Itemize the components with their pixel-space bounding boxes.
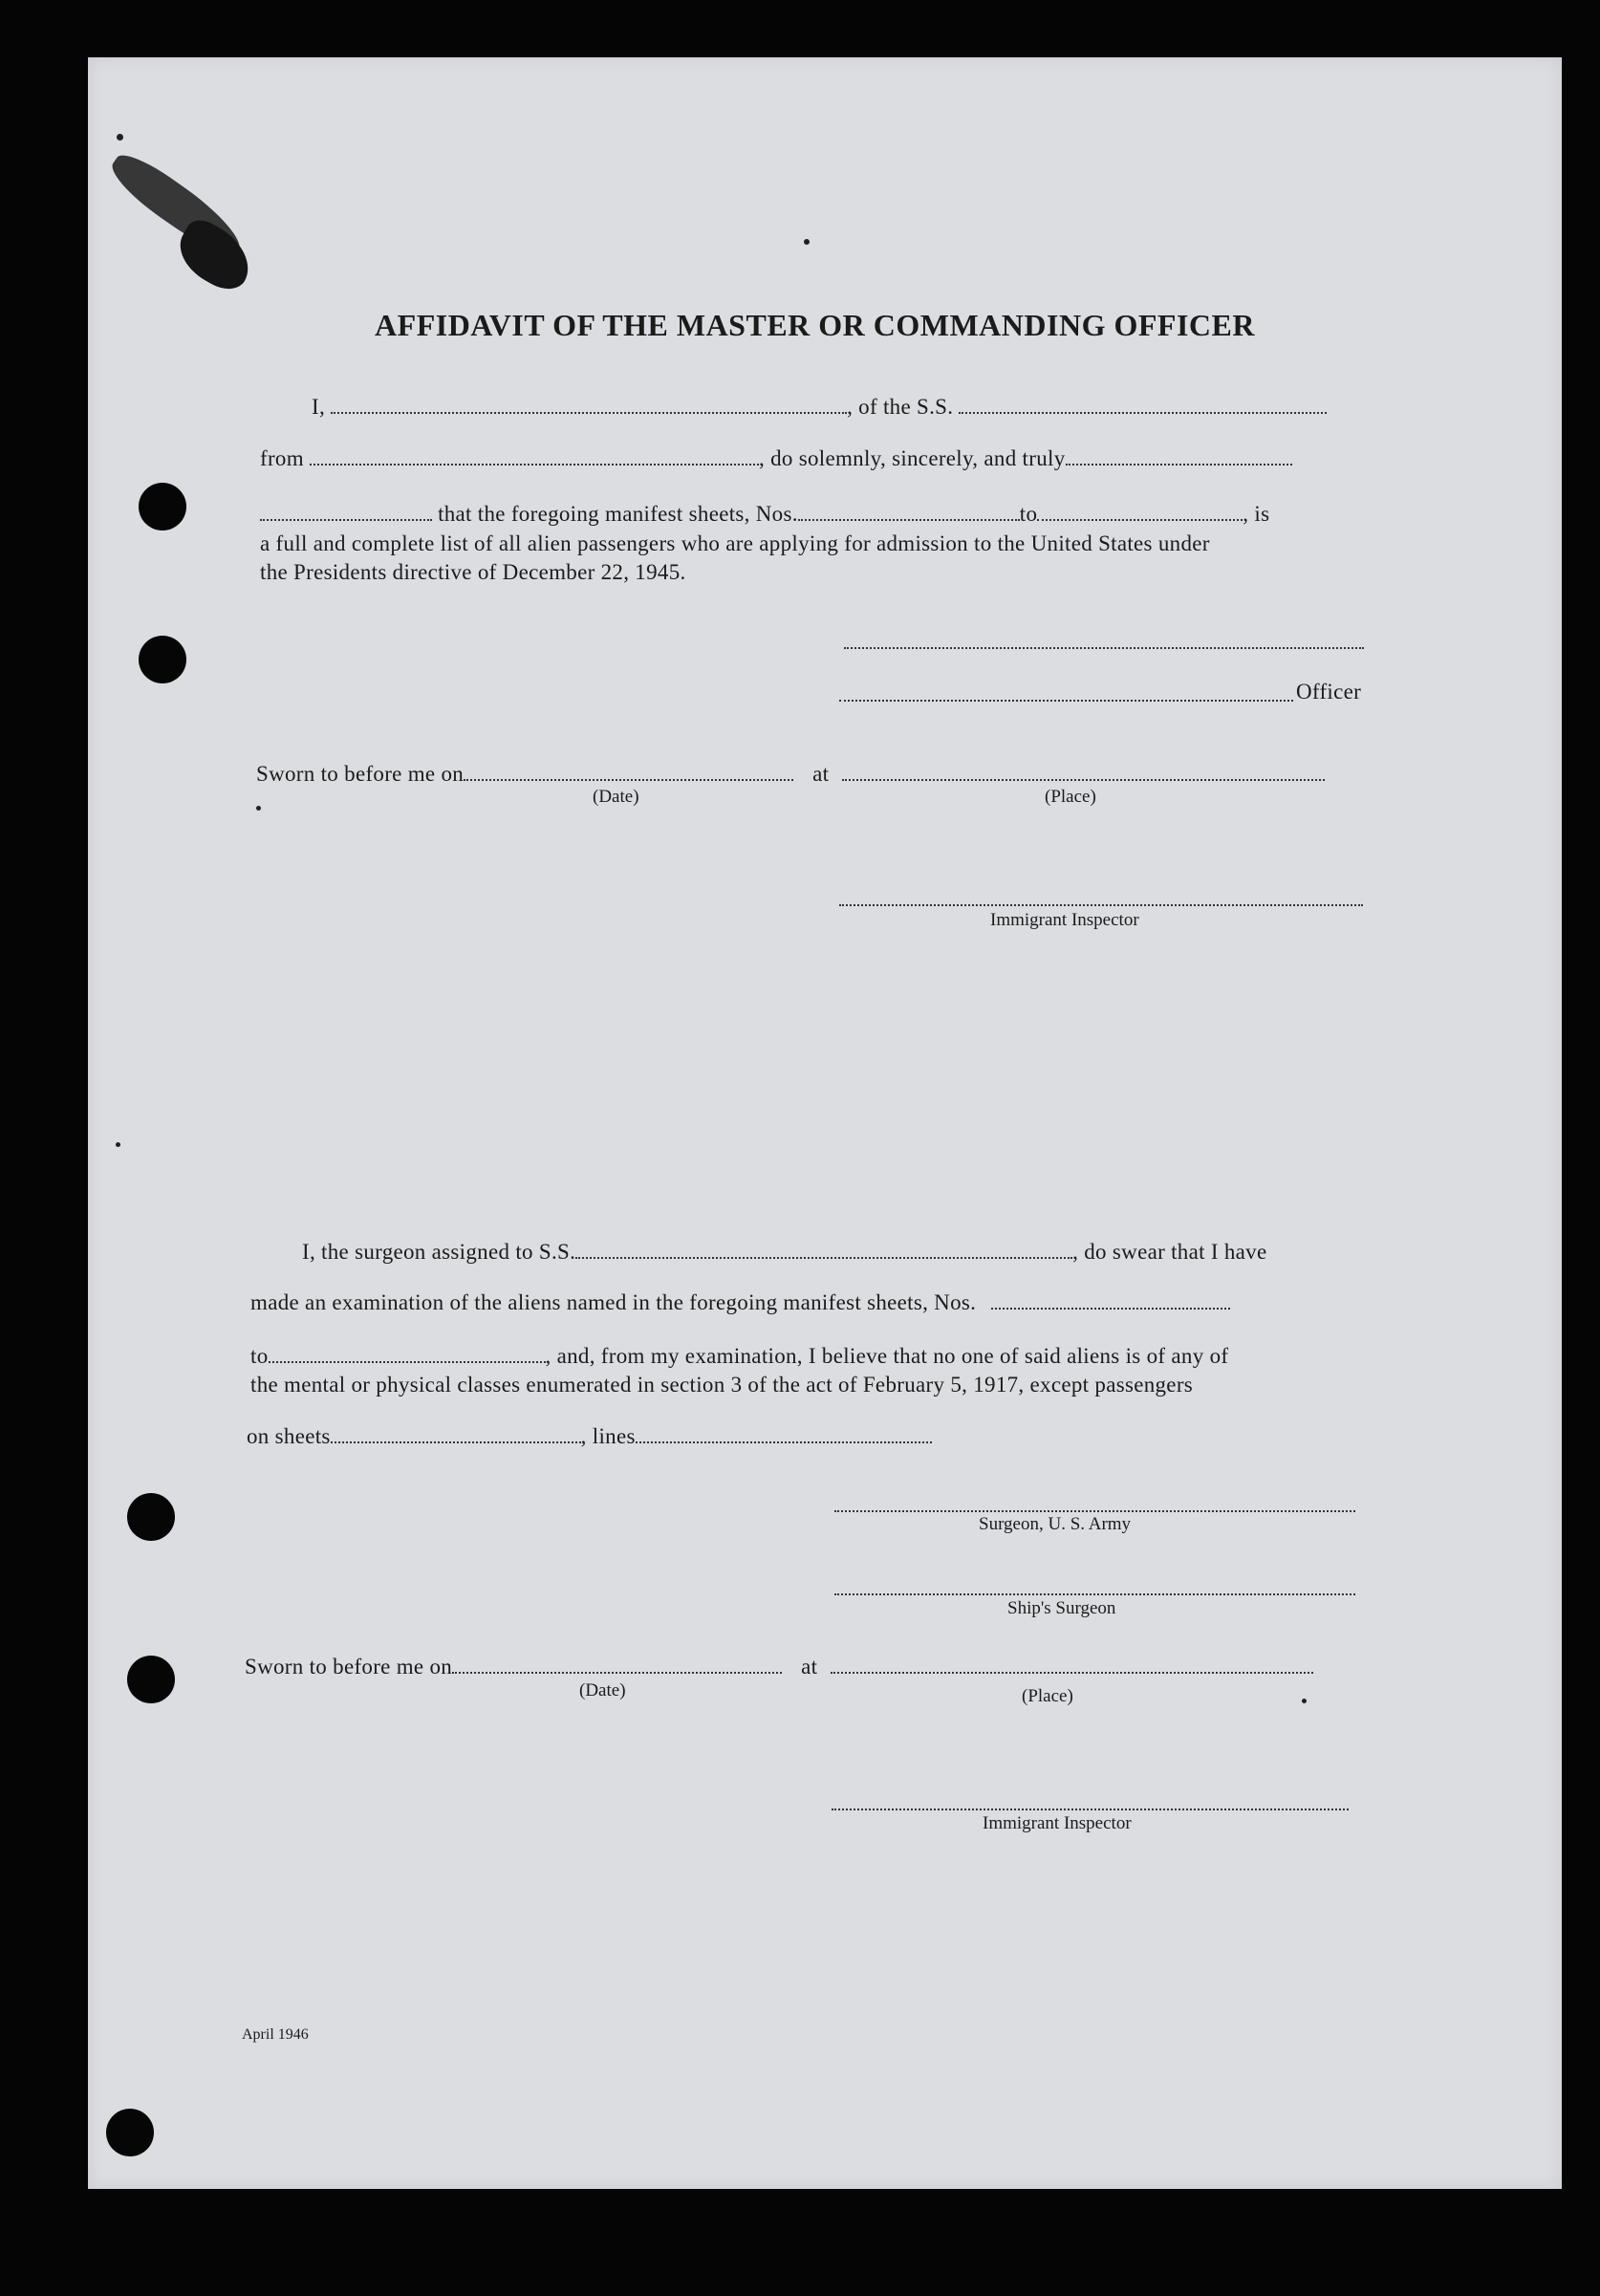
inspector-signature-line[interactable] — [839, 902, 1363, 906]
surgeon-sheet-from-field[interactable] — [991, 1292, 1230, 1310]
master-line-3 — [260, 502, 1269, 527]
ship-surgeon-caption: Ship's Surgeon — [1007, 1598, 1116, 1618]
label-foregoing: that the foregoing manifest sheets, Nos. — [438, 502, 798, 526]
form-title: AFFIDAVIT OF THE MASTER OR COMMANDING OFFICER — [375, 308, 1255, 342]
sworn-date-field[interactable] — [464, 764, 793, 781]
date-caption: (Date) — [579, 1680, 626, 1700]
sworn-place-field[interactable] — [842, 764, 1325, 781]
army-surgeon-signature-line[interactable] — [834, 1508, 1355, 1512]
surgeon-inspector-signature-line[interactable] — [832, 1807, 1349, 1810]
label-surgeon-assigned: I, the surgeon assigned to S.S. — [302, 1240, 576, 1264]
sheet-to-field[interactable] — [1037, 504, 1243, 521]
label-sworn: Sworn to before me on — [245, 1655, 453, 1679]
surgeon-line-1 — [302, 1240, 1266, 1265]
form-page — [88, 57, 1562, 2189]
except-sheets-field[interactable] — [331, 1426, 581, 1443]
oath-field[interactable] — [1066, 448, 1292, 466]
label-surgeon-to: to — [250, 1344, 269, 1368]
label-is: , is — [1243, 502, 1270, 526]
master-body-3: the Presidents directive of December 22, 1945. — [260, 560, 686, 584]
label-at: at — [801, 1655, 818, 1679]
sheet-from-field[interactable] — [798, 504, 1020, 521]
surgeon-ship-field[interactable] — [575, 1242, 1072, 1259]
master-line-1 — [312, 395, 1327, 420]
surgeon-sheet-to-field[interactable] — [269, 1346, 546, 1363]
speck — [116, 1142, 120, 1147]
surgeon-sworn-line — [245, 1655, 1313, 1679]
place-caption: (Place) — [1045, 787, 1096, 807]
officer-label: Officer — [1296, 680, 1362, 704]
label-i: I, — [312, 395, 326, 419]
surgeon-sworn-date-field[interactable] — [452, 1657, 782, 1674]
label-sworn: Sworn to before me on — [256, 762, 465, 786]
label-at: at — [812, 762, 830, 786]
punch-hole — [139, 636, 186, 683]
ship-name-field[interactable] — [959, 397, 1327, 414]
master-sworn-line — [256, 762, 1325, 787]
surgeon-line-3 — [250, 1344, 1228, 1369]
master-line-2 — [260, 446, 1292, 471]
label-from: from — [260, 446, 304, 470]
label-on-sheets: on sheets — [247, 1424, 331, 1448]
signature-line[interactable] — [844, 645, 1364, 649]
oath-field-cont[interactable] — [260, 504, 432, 521]
except-lines-field[interactable] — [636, 1426, 932, 1443]
place-caption: (Place) — [1022, 1686, 1073, 1706]
form-date: April 1946 — [242, 2026, 309, 2043]
speck — [117, 134, 123, 141]
surgeon-line-5 — [247, 1424, 932, 1449]
punch-hole — [127, 1493, 175, 1541]
label-of-the-ss: , of the S.S. — [847, 395, 954, 419]
speck — [804, 239, 810, 245]
label-to: to — [1019, 502, 1038, 526]
master-body-2: a full and complete list of all alien passengers who are applying for admission to the United States under — [260, 531, 1210, 555]
label-lines: , lines — [580, 1424, 636, 1448]
label-examination: made an examination of the aliens named in the foregoing manifest sheets, Nos. — [250, 1290, 977, 1314]
inspector-caption: Immigrant Inspector — [983, 1813, 1132, 1833]
label-examination-result: , and, from my examination, I believe that no one of said aliens is of any of — [545, 1344, 1229, 1368]
speck — [256, 806, 261, 811]
surgeon-sworn-place-field[interactable] — [831, 1657, 1313, 1674]
surgeon-line-2 — [250, 1290, 1230, 1315]
label-solemnly: , do solemnly, sincerely, and truly — [758, 446, 1066, 470]
ship-surgeon-signature-line[interactable] — [834, 1592, 1355, 1595]
army-surgeon-caption: Surgeon, U. S. Army — [979, 1514, 1132, 1534]
punch-hole — [127, 1656, 175, 1703]
label-do-swear: , do swear that I have — [1072, 1240, 1267, 1264]
officer-signature-line[interactable] — [839, 698, 1293, 702]
master-name-field[interactable] — [331, 397, 847, 414]
surgeon-line-4: the mental or physical classes enumerated in section 3 of the act of February 5, 1917, except passengers — [250, 1373, 1194, 1397]
from-port-field[interactable] — [310, 448, 759, 466]
speck — [1302, 1699, 1307, 1703]
date-caption: (Date) — [593, 787, 639, 807]
inspector-caption: Immigrant Inspector — [990, 910, 1139, 930]
punch-hole — [106, 2109, 154, 2156]
punch-hole — [139, 483, 186, 531]
